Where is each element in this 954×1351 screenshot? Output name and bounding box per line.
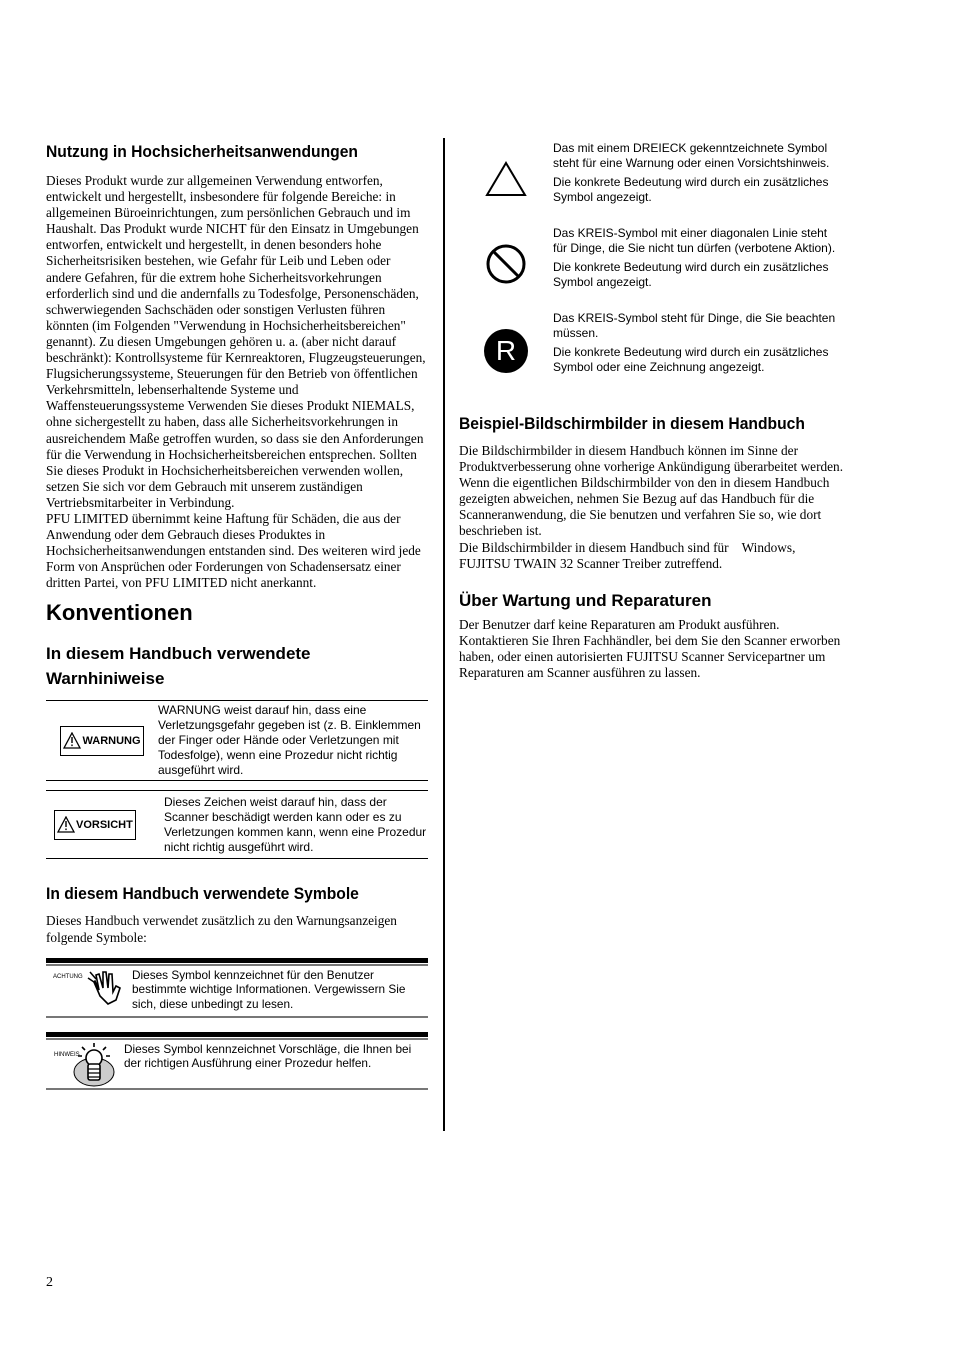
repair-heading: Über Wartung und Reparaturen [459, 590, 712, 610]
high-security-heading: Nutzung in Hochsicherheitsanwendungen [46, 142, 358, 161]
left-column [46, 138, 428, 1090]
symbol-row-prohibited [459, 224, 844, 311]
warnings-heading: In diesem Handbuch verwendete Warnhiniweise [46, 644, 311, 689]
warning-row [46, 700, 428, 781]
r-meaning: Die konkrete Bedeutung wird durch ein zusätzliches Symbol oder eine Zeichnung angezeigt. [553, 345, 829, 374]
attention-row [46, 958, 428, 1018]
screens-paragraph-2: Die Bildschirmbilder in diesem Handbuch sind für Windows, FUJITSU TWAIN 32 Scanner Treiber zutreffend. [459, 539, 799, 571]
warning-badge-label: WARNUNG [82, 734, 141, 747]
warning-badge [60, 726, 143, 756]
triangle-icon [459, 138, 553, 198]
page-number: 2 [46, 1275, 53, 1290]
r-circle-icon [459, 311, 553, 373]
caution-text: Dieses Zeichen weist darauf hin, dass der Scanner beschädigt werden kann oder es zu Verletzungen kommen kann, wenn eine Prozedur nicht richtig ausgeführt wird. [164, 794, 427, 854]
caution-triangle-icon [57, 816, 75, 833]
right-column [459, 138, 844, 681]
attention-icon-label: ACHTUNG [53, 973, 83, 980]
screens-heading: Beispiel-Bildschirmbilder in diesem Handbuch [459, 414, 805, 433]
r-desc: Das KREIS-Symbol steht für Dinge, die Sie beachten müssen. [553, 311, 836, 340]
lightbulb-icon [72, 1042, 120, 1088]
repair-paragraph: Der Benutzer darf keine Reparaturen am Produkt ausführen. Kontaktieren Sie Ihren Fachhändler, bei dem Sie den Scanner erworben haben, oder einen autorisierten FUJITSU Scanner Servicepartner um Reparaturen am Scanner ausführen zu lassen. [459, 616, 841, 681]
attention-icon [46, 968, 132, 1010]
warning-triangle-icon [63, 732, 81, 749]
warning-text: WARNUNG weist darauf hin, dass eine Verletzungsgefahr gegeben ist (z. B. Einklemmen der Finger oder Hände oder Verletzungen mit Todesfolge), wenn eine Prozedur nicht richtig ausgeführt wird. [158, 703, 421, 778]
screens-paragraph-1: Die Bildschirmbilder in diesem Handbuch können im Sinne der Produktverbesserung ohne vorherige Ankündigung überarbeitet werden. Wenn die eigentlichen Bildschirmbilder von den in diesem Handbuch gezeigten abweichen, nehmen Sie Bezug auf das Handbuch für die Scanneranwendung, die Sie benutzen und verfahren Sie so, wie dort beschrieben ist. [459, 443, 844, 539]
hand-icon [86, 968, 126, 1008]
warnings-table [46, 700, 428, 859]
triangle-desc: Das mit einem DREIECK gekenntzeichnete Symbol steht für eine Warnung oder einen Vorsichtshinweis. [553, 141, 830, 170]
high-security-paragraph-1: Dieses Produkt wurde zur allgemeinen Verwendung entworfen, entwickelt und hergestellt, insbesondere für folgende Bereiche: in allgemeinen Büroeinrichtungen, zum persönlichen Gebrauch und im Haushalt. Das Produkt wurde NICHT für den Einsatz in Umgebungen entworfen, entwickelt und hergestellt, in denen besonders hohe Sicherheitsrisiken bestehen, wie Gefahr für Leib und Leben oder andere Gefahren, für die extrem hohe Sicherheitsvorkehrungen erforderlich sind und die andernfalls zu Todesfolge, Personenschäden, schwerwiegenden Sachschäden oder sonstigen Verlusten führen könnten (im Folgenden "Verwendung in Hochsicherheitsbereichen" genannt). Zu diesen Umgebungen gehören u. a. (aber nicht darauf beschränkt): Kontrollsysteme für Kernreaktoren, Flugzeugsteuerungen, Flugsicherungssysteme, Steuerungen für den Betrieb von öffentlichen Verkehrsmitteln, lebenserhaltende Systeme und Waffensteuerungssysteme Verwenden Sie dieses Produkt NIEMALS, ohne sichergestellt zu haben, dass alle Sicherheitsvorkehrungen in ausreichendem Maße getroffen wurden, so dass sie den Anforderungen für die Verwendung in Hochsicherheitsbereichen entsprechen. Sollten Sie dieses Produkt in Hochsicherheitsbereichen verwenden wollen, setzen Sie sich vor dem Gebrauch mit unserem zuständigen Vertriebsmitarbeiter in Verbindung. [46, 173, 426, 510]
caution-badge-label: VORSICHT [76, 818, 133, 831]
symbols-paragraph: Dieses Handbuch verwendet zusätzlich zu den Warnungsanzeigen folgende Symbole: [46, 913, 397, 945]
caution-row [46, 790, 428, 859]
prohibited-circle-icon [459, 224, 553, 285]
high-security-paragraph-2: PFU LIMITED übernimmt keine Haftung für Schäden, die aus der Anwendung oder dem Gebrauch dieses Produktes in Hochsicherheitsanwendungen entstanden sind. Des weiteren wird jede Form von Ansprüchen oder Forderungen von Schadensersatz einer dritten Partei, von PFU LIMITED nicht anerkannt. [46, 510, 421, 591]
symbol-row-r [459, 311, 844, 399]
column-divider [443, 138, 445, 1131]
hint-icon [46, 1042, 124, 1088]
symbols-table [46, 958, 428, 1090]
caution-badge [54, 810, 136, 840]
attention-text: Dieses Symbol kennzeichnet für den Benutzer bestimmte wichtige Informationen. Vergewissern Sie sich, diese unbedingt zu lesen. [132, 967, 406, 1011]
r-glyph: R [484, 329, 528, 373]
symbol-row-triangle [459, 138, 844, 224]
prohibited-desc: Das KREIS-Symbol mit einer diagonalen Linie steht für Dinge, die Sie nicht tun dürfen (verbotene Aktion). [553, 226, 836, 255]
conventions-heading: Konventionen [46, 600, 193, 626]
prohibited-meaning: Die konkrete Bedeutung wird durch ein zusätzliches Symbol angezeigt. [553, 260, 829, 289]
hint-text: Dieses Symbol kennzeichnet Vorschläge, die Ihnen bei der richtigen Ausführung einer Prozedur helfen. [124, 1041, 412, 1071]
hint-row [46, 1032, 428, 1090]
hint-icon-label: HINWEIS [54, 1051, 80, 1058]
triangle-meaning: Die konkrete Bedeutung wird durch ein zusätzliches Symbol angezeigt. [553, 175, 829, 204]
symbols-heading: In diesem Handbuch verwendete Symbole [46, 884, 359, 904]
